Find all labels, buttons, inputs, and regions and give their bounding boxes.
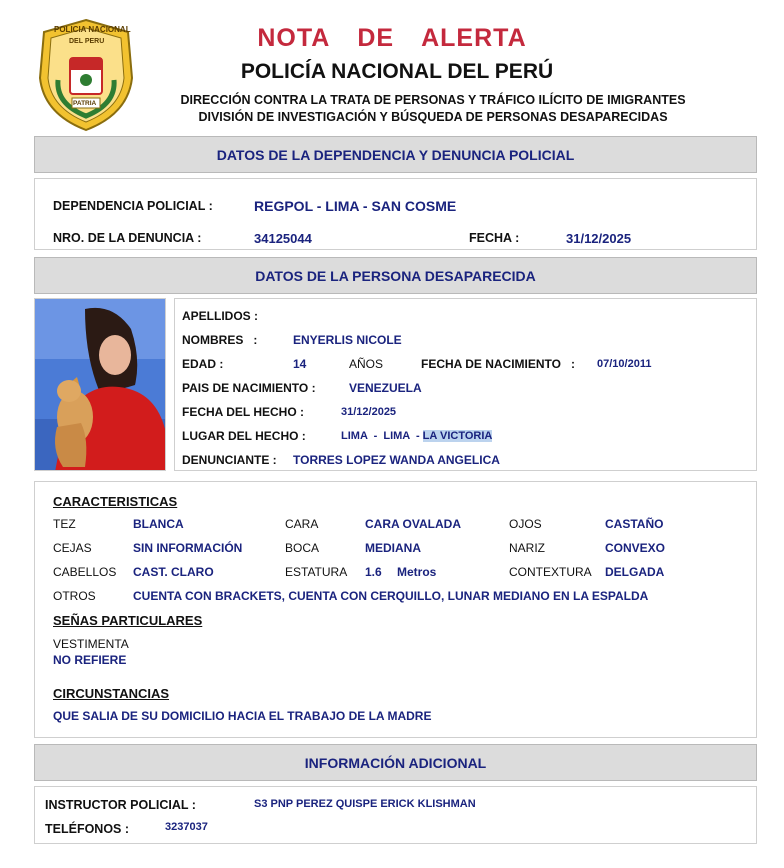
cabellos-value: CAST. CLARO <box>133 565 214 579</box>
denuncia-label: NRO. DE LA DENUNCIA : <box>53 231 202 245</box>
cabellos-label: CABELLOS <box>53 565 117 579</box>
fecha-value: 31/12/2025 <box>566 231 632 246</box>
section-title-persona: DATOS DE LA PERSONA DESAPARECIDA <box>255 267 536 284</box>
denuncia-value: 34125044 <box>254 231 312 246</box>
pais-label: PAIS DE NACIMIENTO : <box>182 381 316 395</box>
panel-adicional <box>34 786 757 844</box>
subtitle-division: DIVISIÓN DE INVESTIGACIÓN Y BÚSQUEDA DE PERSONAS DESAPARECIDAS <box>198 110 668 124</box>
lugar-value-region: LIMA - LIMA - <box>341 430 423 442</box>
vestimenta-label: VESTIMENTA <box>53 637 129 651</box>
cejas-label: CEJAS <box>53 541 92 555</box>
vestimenta-value: NO REFIERE <box>53 653 127 667</box>
ojos-label: OJOS <box>509 517 542 531</box>
estatura-value: 1.6 <box>365 565 382 579</box>
circunstancias-heading: CIRCUNSTANCIAS <box>53 686 170 701</box>
dependencia-label: DEPENDENCIA POLICIAL : <box>53 199 213 213</box>
panel-caracteristicas <box>34 481 757 738</box>
fecha-hecho-label: FECHA DEL HECHO : <box>182 405 305 419</box>
otros-value: CUENTA CON BRACKETS, CUENTA CON CERQUILLO, LUNAR MEDIANO EN LA ESPALDA <box>133 589 649 603</box>
emblem-bottom-text: PATRIA <box>73 100 97 107</box>
section-bar-dependencia <box>34 136 757 173</box>
emblem-top-text: POLICIA NACIONAL <box>54 25 131 34</box>
cara-label: CARA <box>285 517 319 531</box>
telefonos-label: TELÉFONOS : <box>45 822 130 836</box>
boca-label: BOCA <box>285 541 320 555</box>
lugar-value <box>341 430 492 442</box>
nariz-label: NARIZ <box>509 541 545 555</box>
fecha-label: FECHA : <box>469 231 520 245</box>
nacimiento-value: 07/10/2011 <box>597 358 652 370</box>
panel-dependencia <box>34 178 757 250</box>
edad-unit: AÑOS <box>349 357 384 371</box>
panel-persona <box>174 298 757 471</box>
missing-person-photo <box>34 298 166 471</box>
nombres-label: NOMBRES : <box>182 333 258 347</box>
pais-value: VENEZUELA <box>349 381 422 395</box>
boca-value: MEDIANA <box>365 541 421 555</box>
nariz-value: CONVEXO <box>605 541 666 555</box>
instructor-label: INSTRUCTOR POLICIAL : <box>45 798 196 812</box>
edad-value: 14 <box>293 357 307 371</box>
institution-title: POLICÍA NACIONAL DEL PERÚ <box>240 60 554 83</box>
lugar-label: LUGAR DEL HECHO : <box>182 429 306 443</box>
circunstancias-value: QUE SALIA DE SU DOMICILIO HACIA EL TRABAJO DE LA MADRE <box>53 709 432 723</box>
nombres-value: ENYERLIS NICOLE <box>293 333 402 347</box>
emblem-mid-text: DEL PERU <box>69 38 105 45</box>
lugar-value-district: LA VICTORIA <box>422 430 493 442</box>
estatura-label: ESTATURA <box>285 565 348 579</box>
ojos-value: CASTAÑO <box>605 517 664 531</box>
cejas-value: SIN INFORMACIÓN <box>133 541 243 555</box>
denunciante-label: DENUNCIANTE : <box>182 453 277 467</box>
denunciante-value: TORRES LOPEZ WANDA ANGELICA <box>293 453 500 467</box>
estatura-unit: Metros <box>397 565 437 579</box>
cara-value: CARA OVALADA <box>365 517 461 531</box>
section-bar-persona <box>34 257 757 294</box>
dependencia-value: REGPOL - LIMA - SAN COSME <box>254 198 457 214</box>
telefonos-value: 3237037 <box>165 821 208 833</box>
nacimiento-label: FECHA DE NACIMIENTO : <box>421 357 576 371</box>
edad-label: EDAD : <box>182 357 224 371</box>
tez-label: TEZ <box>53 517 76 531</box>
contextura-label: CONTEXTURA <box>509 565 592 579</box>
senas-heading: SEÑAS PARTICULARES <box>53 613 203 628</box>
alert-title: NOTA DE ALERTA <box>257 24 527 52</box>
tez-value: BLANCA <box>133 517 184 531</box>
contextura-value: DELGADA <box>605 565 665 579</box>
instructor-value: S3 PNP PEREZ QUISPE ERICK KLISHMAN <box>254 798 476 810</box>
otros-label: OTROS <box>53 589 96 603</box>
caracteristicas-heading: CARACTERISTICAS <box>53 494 178 509</box>
fecha-hecho-value: 31/12/2025 <box>341 406 397 418</box>
apellidos-label: APELLIDOS : <box>182 309 259 323</box>
subtitle-direction: DIRECCIÓN CONTRA LA TRATA DE PERSONAS Y TRÁFICO ILÍCITO DE IMIGRANTES <box>180 93 686 107</box>
section-title-adicional: INFORMACIÓN ADICIONAL <box>304 754 487 771</box>
section-bar-adicional <box>34 744 757 781</box>
section-title-dependencia: DATOS DE LA DEPENDENCIA Y DENUNCIA POLICIAL <box>216 146 575 163</box>
